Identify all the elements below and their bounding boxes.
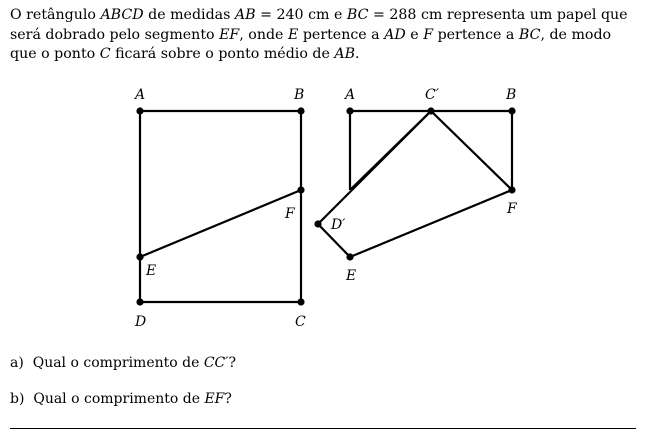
left-point-a xyxy=(136,107,143,114)
question-a-text: Qual o comprimento de xyxy=(32,355,204,371)
text-intro: O retângulo xyxy=(10,7,96,23)
text-4: e xyxy=(405,26,424,43)
right-outline-a-to-b xyxy=(350,111,512,190)
question-b-suffix: ? xyxy=(224,391,232,407)
left-label-f: F xyxy=(285,206,295,222)
left-point-d xyxy=(136,298,143,305)
text-8: . xyxy=(355,46,360,62)
question-a-prefix: a) xyxy=(10,355,24,371)
var-ab-2: AB xyxy=(334,46,356,62)
right-point-f xyxy=(508,186,515,193)
right-label-b: B xyxy=(506,87,517,103)
right-folded-flap xyxy=(350,111,512,190)
left-label-d: D xyxy=(135,314,147,330)
right-label-f: F xyxy=(507,201,517,217)
left-fold-segment-ef xyxy=(140,190,301,257)
left-label-e: E xyxy=(146,263,157,279)
left-point-f xyxy=(297,186,304,193)
text-5: pertence a xyxy=(433,26,519,43)
var-ab: AB xyxy=(234,7,256,23)
right-label-d-prime: D′ xyxy=(331,217,346,233)
right-label-a: A xyxy=(345,87,356,103)
var-e: E xyxy=(287,26,299,43)
left-label-b: B xyxy=(294,87,305,103)
left-point-b xyxy=(297,107,304,114)
question-b xyxy=(10,391,232,407)
left-vertices xyxy=(136,107,304,305)
value-bc: = 288 cm representa um papel que será dobrado pelo segmento xyxy=(10,7,628,43)
text-6: , de modo que o ponto xyxy=(10,26,612,62)
question-a xyxy=(10,355,236,371)
text-2: , onde xyxy=(239,26,288,43)
var-bc: BC xyxy=(346,7,369,23)
value-ab: = 240 cm e xyxy=(255,7,347,23)
bottom-divider xyxy=(10,428,636,429)
left-point-c xyxy=(297,298,304,305)
right-point-d-prime xyxy=(314,220,321,227)
right-flap-lower xyxy=(318,111,512,257)
var-ad: AD xyxy=(384,26,406,43)
question-b-prefix: b) xyxy=(10,391,25,407)
text-1: de medidas xyxy=(143,7,235,23)
var-abcd: ABCD xyxy=(100,7,144,23)
question-b-text: Qual o comprimento de xyxy=(33,391,205,407)
var-ef: EF xyxy=(219,26,240,43)
right-label-e: E xyxy=(346,268,357,284)
right-folded-figure xyxy=(318,111,512,257)
left-rectangle-figure xyxy=(140,111,301,302)
text-3: pertence a xyxy=(298,26,385,43)
left-label-c: C xyxy=(295,314,306,330)
left-rectangle-outline xyxy=(140,111,301,302)
right-point-a xyxy=(346,107,353,114)
var-bc-2: BC xyxy=(518,26,541,43)
left-label-a: A xyxy=(135,87,146,103)
var-f: F xyxy=(423,26,434,43)
question-b-variable: EF xyxy=(204,391,225,407)
right-vertices xyxy=(314,107,515,260)
question-a-variable: CC′ xyxy=(203,355,229,371)
right-point-e xyxy=(346,253,353,260)
right-point-c-prime xyxy=(427,107,434,114)
text-7: ficará sobre o ponto médio de xyxy=(110,46,335,62)
left-point-e xyxy=(136,253,143,260)
right-label-c-prime: C′ xyxy=(425,87,439,103)
var-c: C xyxy=(99,46,111,62)
right-point-b xyxy=(508,107,515,114)
question-a-suffix: ? xyxy=(228,355,236,371)
